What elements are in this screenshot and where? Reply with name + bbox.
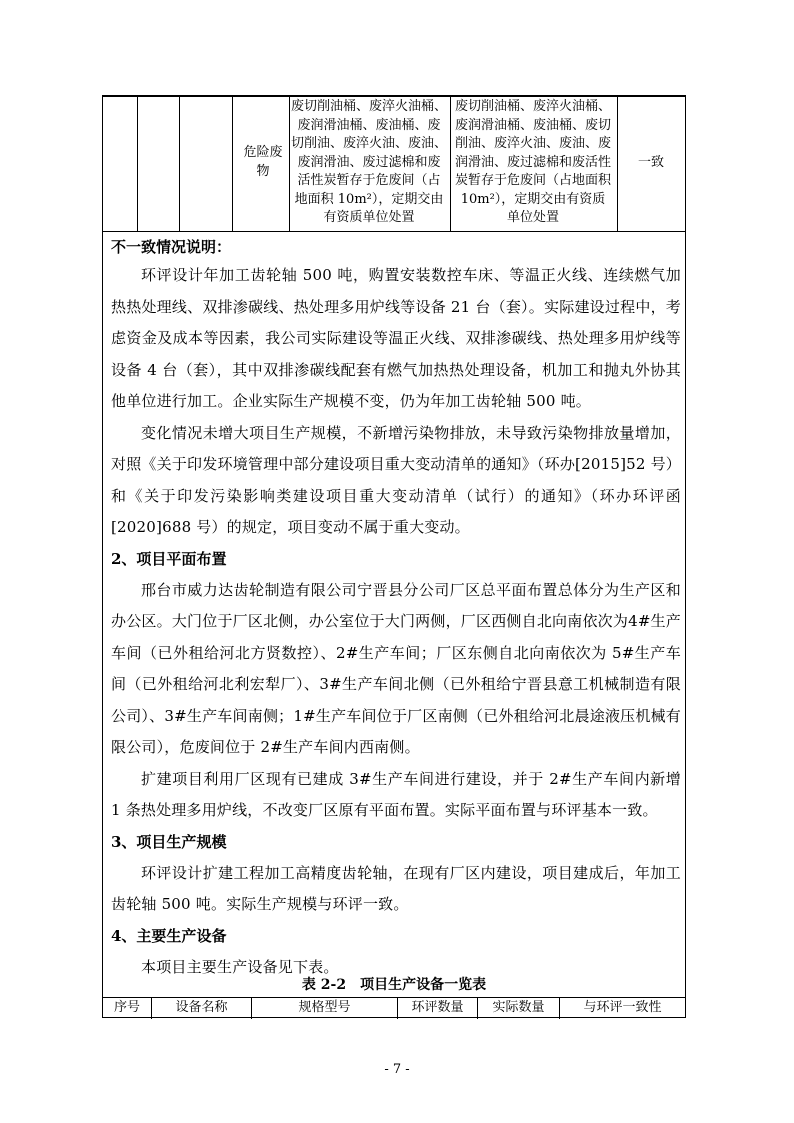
paragraph: 变化情况未增大项目生产规模，不新增污染物排放，未导致污染物排放量增加，对照《关于印发环境管理中部分建设项目重大变动清单的通知》（环办[2015]52 号）和《关于印发污染影响类建设项目重大变动清单（试行）的通知》（环办环评函[2020]688 号）的规定，项目变动不属于重大变动。 (111, 423, 681, 536)
table-rule (137, 97, 138, 231)
equipment-table-header (103, 997, 685, 1019)
eia-line: 废润滑油桶、废油桶、废 (297, 117, 441, 133)
paragraph: 扩建项目利用厂区现有已建成 3#生产车间进行建设，并于 2#生产车间内新增 1 条热处理多用炉线，不改变厂区原有平面布置。实际平面布置与环评基本一致。 (111, 769, 681, 819)
inconsistency-heading: 不一致情况说明： (111, 238, 232, 256)
section-heading: 4、主要生产设备 (111, 926, 227, 945)
eia-line: 废切削油桶、废淬火油桶、 (290, 99, 447, 114)
actual-line: 润滑油、废过滤棉和废活性 (454, 154, 611, 170)
page-number: - 7 - (384, 1062, 410, 1077)
col-header: 序号 (103, 998, 152, 1019)
eia-line: 切削油、废淬火油、废油、 (290, 136, 447, 151)
col-header: 设备名称 (152, 998, 252, 1019)
section-heading: 3、项目生产规模 (111, 832, 227, 851)
page-frame (102, 96, 686, 1018)
eia-line: 活性炭暂存于危废间（占 (297, 173, 441, 188)
paragraph: 环评设计扩建工程加工高精度齿轮轴，在现有厂区内建设，项目建成后，年加工齿轮轴 500 吨。实际生产规模与环评一致。 (111, 863, 681, 913)
actual-line: 废润滑油桶、废油桶、废切 (454, 117, 611, 133)
waste-table (103, 97, 685, 232)
actual-line: 废切削油桶、废淬火油桶、 (454, 99, 611, 114)
waste-type-line: 物 (256, 163, 270, 179)
consistency-result: 一致 (637, 155, 664, 170)
col-header: 环评数量 (398, 998, 478, 1019)
paragraph: 本项目主要生产设备见下表。 (141, 957, 339, 976)
paragraph: 环评设计年加工齿轮轴 500 吨，购置安装数控车床、等温正火线、连续燃气加热热处理线、双排渗碳线、热处理多用炉线等设备 21 台（套）。实际建设过程中，考虑资金及成本等因素，我公司实际建设等温正火线、双排渗碳线、热处理多用炉线等设备 4 台（套），其中双排渗碳线配套有燃气加热热处理设备，机加工和抛丸外协其他单位进行加工。企业实际生产规模不变，仍为年加工齿轮轴 500 吨。 (111, 266, 681, 410)
paragraph: 邢台市威力达齿轮制造有限公司宁晋县分公司厂区总平面布置总体分为生产区和办公区。大门位于厂区北侧，办公室位于大门两侧，厂区西侧自北向南依次为4#生产车间（已外租给河北方贤数控）、2#生产车间；厂区东侧自北向南依次为 5#生产车间（已外租给河北利宏犁厂）、3#生产车间北侧（已外租给宁晋县意工机械制造有限公司）、3#生产车间南侧；1#生产车间位于厂区南侧（已外租给河北晨途液压机械有限公司），危废间位于 2#生产车间内西南侧。 (111, 580, 681, 756)
col-header: 与环评一致性 (583, 1000, 662, 1015)
table-caption (103, 975, 685, 995)
eia-measure-cell (289, 98, 449, 228)
table-rule (232, 97, 233, 231)
eia-line: 地面积 10m²），定期交由 (294, 191, 444, 207)
actual-line: 10m²），定期交由有资质 (460, 191, 606, 207)
table-caption-number: 表 2-2 (301, 977, 347, 993)
actual-line: 单位处置 (506, 210, 559, 225)
table-caption-title: 项目生产设备一览表 (360, 977, 487, 993)
actual-line: 削油、废淬火油、废油、废 (454, 136, 611, 151)
waste-type-cell (234, 144, 292, 181)
body-text (111, 235, 681, 983)
table-rule (179, 97, 180, 231)
eia-line: 废润滑油、废过滤棉和废 (297, 154, 441, 170)
actual-line: 炭暂存于危废间（占地面积 (454, 173, 611, 188)
actual-measure-cell (450, 98, 616, 228)
eia-line: 有资质单位处置 (323, 210, 415, 225)
waste-type-line: 危险废 (243, 145, 283, 160)
col-header: 实际数量 (478, 998, 560, 1019)
section-heading: 2、项目平面布置 (111, 549, 227, 568)
col-header: 规格型号 (252, 998, 398, 1019)
